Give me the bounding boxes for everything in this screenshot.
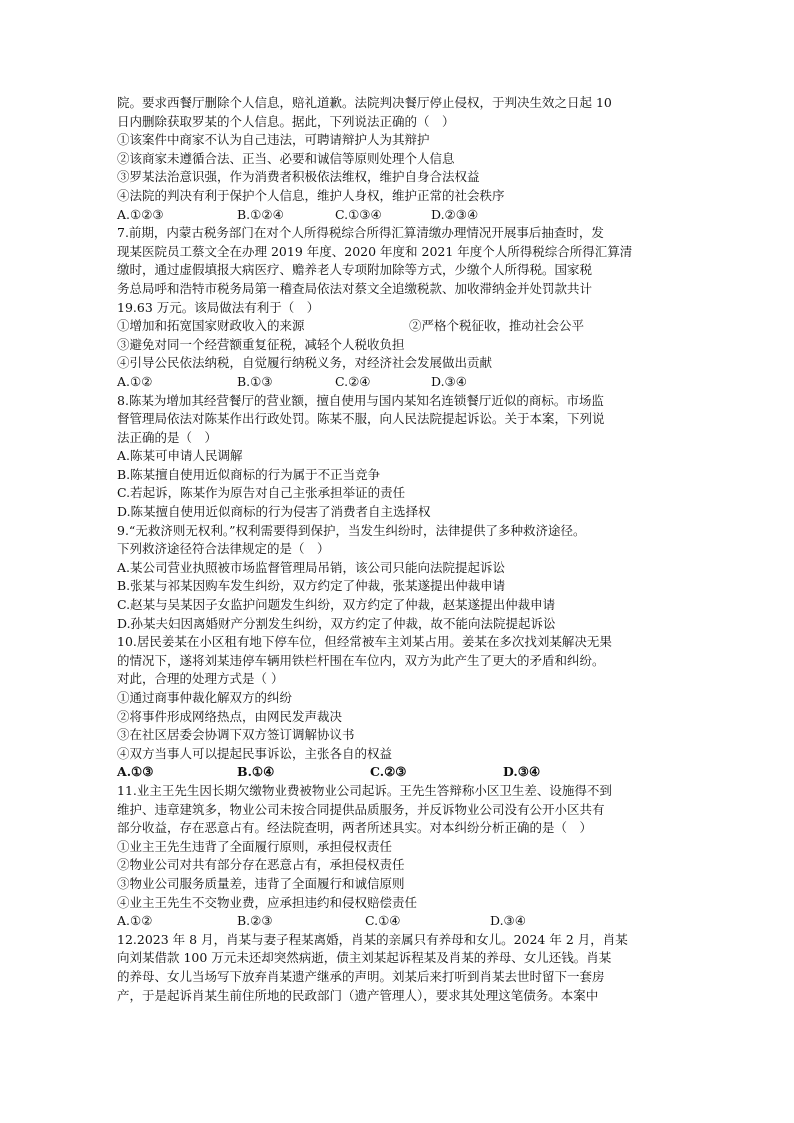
question-10 [117, 633, 677, 782]
q9-option-c: C.赵某与吴某因子女监护问题发生纠纷，双方约定了仲裁，赵某遂提出仲裁申请 [117, 597, 556, 613]
q10-item-3: ③在社区居委会协调下双方签订调解协议书 [117, 727, 355, 743]
q7-item-3: ③避免对同一个经营额重复征税，减轻个人税收负担 [117, 336, 405, 352]
q8-stem-line-1: 8.陈某为增加其经营餐厅的营业额，擅自使用与国内某知名连锁餐厅近似的商标。市场监 [117, 392, 604, 408]
question-8 [117, 392, 677, 522]
q11-stem-line-1: 11.业主王先生因长期欠缴物业费被物业公司起诉。王先生答辩称小区卫生差、设施得不到 [117, 782, 612, 798]
q6-options [117, 206, 677, 225]
q8-option-d: D.陈某擅自使用近似商标的行为侵害了消费者自主选择权 [117, 504, 431, 520]
q8-stem-line-3: 法正确的是（ ） [117, 429, 218, 445]
q7-items-row [117, 317, 677, 336]
q9-option-d: D.孙某夫妇因离婚财产分割发生纠纷，双方约定了仲裁，故不能向法院提起诉讼 [117, 615, 556, 631]
q9-option-b: B.张某与祁某因购车发生纠纷，双方约定了仲裁，张某遂提出仲裁申请 [117, 578, 506, 594]
q6-option-b: B.①②④ [237, 206, 284, 222]
q8-option-c: C.若起诉，陈某作为原告对自己主张承担举证的责任 [117, 485, 406, 501]
question-9 [117, 522, 677, 634]
q9-stem-line-1: 9.“无救济则无权利。”权利需要得到保护，当发生纠纷时，法律提供了多种救济途径。 [117, 522, 586, 538]
q7-item-1: ①增加和拓宽国家财政收入的来源 [117, 318, 305, 334]
q10-option-b: B.①④ [237, 764, 275, 780]
q6-item-3: ③罗某法治意识强，作为消费者积极依法维权，维护自身合法权益 [117, 169, 480, 185]
q10-options [117, 763, 677, 782]
q7-option-c: C.②④ [335, 373, 371, 389]
q7-stem-line-3: 缴时，通过虚假填报大病医疗、赡养老人专项附加除等方式，少缴个人所得税。国家税 [117, 262, 593, 278]
q6-item-4: ④法院的判决有利于保护个人信息，维护人身权，维护正常的社会秩序 [117, 187, 505, 203]
q11-option-c: C.①④ [365, 913, 401, 929]
q6-item-2: ②该商家未遵循合法、正当、必要和诚信等原则处理个人信息 [117, 150, 455, 166]
q8-stem-line-2: 督管理局依法对陈某作出行政处罚。陈某不服，向人民法院提起诉讼。关于本案，下列说 [117, 411, 605, 427]
q10-stem-line-3: 对此，合理的处理方式是（ ） [117, 671, 284, 687]
question-6 [117, 94, 677, 224]
q6-option-c: C.①③④ [335, 206, 382, 222]
q11-stem-line-2: 维护、违章建筑多，物业公司未按合同提供品质服务，并反诉物业公司没有公开小区共有 [117, 801, 605, 817]
q7-options [117, 373, 677, 392]
question-12 [117, 931, 677, 1005]
q11-item-4: ④业主王先生不交物业费，应承担违约和侵权赔偿责任 [117, 894, 418, 910]
q8-option-b: B.陈某擅自使用近似商标的行为属于不正当竞争 [117, 466, 381, 482]
q6-option-a: A.①②③ [117, 206, 164, 222]
q12-stem-line-2: 向刘某借款 100 万元未还却突然病逝，债主刘某起诉程某及肖某的养母、女儿还钱。肖某 [117, 950, 612, 966]
q11-option-b: B.②③ [237, 913, 273, 929]
q12-stem-line-4: 产，于是起诉肖某生前住所地的民政部门（遗产管理人），要求其处理这笔债务。本案中 [117, 987, 599, 1003]
q7-item-4: ④引导公民依法纳税，自觉履行纳税义务，对经济社会发展做出贡献 [117, 355, 493, 371]
q7-item-2: ②严格个税征收，推动社会公平 [409, 318, 585, 334]
q7-option-d: D.③④ [431, 373, 467, 389]
question-7 [117, 224, 677, 391]
q12-stem-line-1: 12.2023 年 8 月，肖某与妻子程某离婚，肖某的亲属只有养母和女儿。2024 年 2 月，肖某 [117, 931, 628, 947]
q10-option-d: D.③④ [503, 764, 541, 780]
q6-item-1: ①该案件中商家不认为自己违法，可聘请辩护人为其辩护 [117, 132, 430, 148]
q10-stem-line-2: 的情况下，遂将刘某违停车辆用铁栏杆围在车位内，双方为此产生了更大的矛盾和纠纷。 [117, 652, 605, 668]
q11-options [117, 912, 677, 931]
q7-option-a: A.①② [117, 373, 153, 389]
q11-item-2: ②物业公司对共有部分存在恶意占有，承担侵权责任 [117, 857, 405, 873]
q7-stem-line-1: 7.前期，内蒙古税务部门在对个人所得税综合所得汇算清缴办理情况开展事后抽查时，发 [117, 225, 604, 241]
q10-item-4: ④双方当事人可以提起民事诉讼，主张各自的权益 [117, 745, 393, 761]
q10-item-2: ②将事件形成网络热点，由网民发声裁决 [117, 708, 343, 724]
q12-stem-line-3: 的养母、女儿当场写下放弃肖某遗产继承的声明。刘某后来打听到肖某去世时留下一套房 [117, 968, 605, 984]
q8-option-a: A.陈某可申请人民调解 [117, 448, 243, 464]
exam-page [117, 94, 677, 1005]
q11-option-d: D.③④ [490, 913, 526, 929]
q10-option-a: A.①③ [117, 764, 154, 780]
q11-item-1: ①业主王先生违背了全面履行原则，承担侵权责任 [117, 838, 393, 854]
q9-stem-line-2: 下列救济途径符合法律规定的是（ ） [117, 541, 330, 557]
q9-option-a: A.某公司营业执照被市场监督管理局吊销，该公司只能向法院提起诉讼 [117, 559, 506, 575]
q6-option-d: D.②③④ [431, 206, 479, 222]
q6-stem-line-2: 日内删除获取罗某的个人信息。据此，下列说法正确的（ ） [117, 113, 455, 129]
q6-stem-line-1: 院。要求西餐厅删除个人信息，赔礼道歉。法院判决餐厅停止侵权，于判决生效之日起 10 [117, 95, 612, 110]
q10-option-c: C.②③ [370, 764, 407, 780]
question-11 [117, 782, 677, 931]
q11-option-a: A.①② [117, 913, 153, 929]
q10-stem-line-1: 10.居民姜某在小区租有地下停车位，但经常被车主刘某占用。姜某在多次找刘某解决无果 [117, 634, 612, 650]
q7-option-b: B.①③ [237, 373, 273, 389]
q7-stem-line-4: 务总局呼和浩特市税务局第一稽查局依法对蔡文全追缴税款、加收滞纳金并处罚款共计 [117, 280, 593, 296]
q11-item-3: ③物业公司服务质量差，违背了全面履行和诚信原则 [117, 875, 405, 891]
q11-stem-line-3: 部分收益，存在恶意占有。经法院查明，两者所述具实。对本纠纷分析正确的是（ ） [117, 820, 593, 836]
q7-stem-line-5: 19.63 万元。该局做法有利于（ ） [117, 299, 320, 315]
q10-item-1: ①通过商事仲裁化解双方的纠纷 [117, 690, 293, 705]
q7-stem-line-2: 现某医院员工蔡文全在办理 2019 年度、2020 年度和 2021 年度个人所得税综合所得汇算清 [117, 243, 633, 259]
